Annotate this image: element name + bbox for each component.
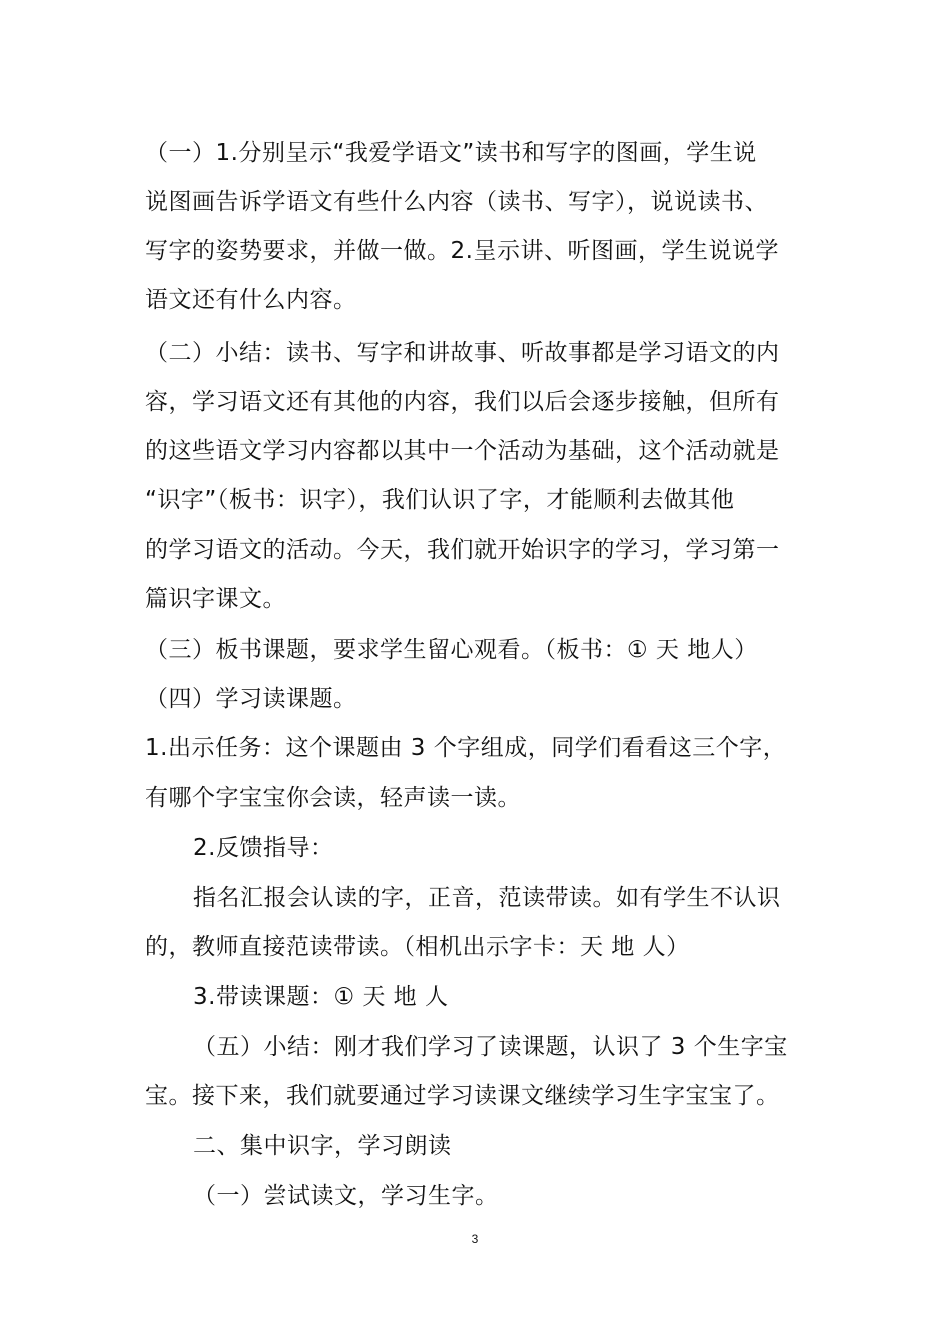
text-line: 指名汇报会认读的字，正音，范读带读。如有学生不认识	[193, 885, 781, 911]
text-line: 3.带读课题：① 天 地 人	[193, 984, 449, 1010]
text-line: （一）1.分别呈示“我爱学语文”读书和写字的图画，学生说	[145, 140, 757, 166]
text-line: 2.反馈指导：	[193, 835, 334, 861]
text-line: 二、集中识字，学习朗读	[193, 1133, 452, 1159]
text-line: （一）尝试读文，学习生字。	[193, 1183, 499, 1209]
text-line: （四）学习读课题。	[145, 686, 357, 712]
text-line: “识字”（板书：识字），我们认识了字，才能顺利去做其他	[145, 487, 735, 513]
text-line: （三）板书课题，要求学生留心观看。（板书：① 天 地人）	[145, 637, 758, 663]
page-number: 3	[471, 1232, 479, 1246]
text-line: （二）小结：读书、写字和讲故事、听故事都是学习语文的内	[145, 340, 780, 366]
text-line: （五）小结：刚才我们学习了读课题，认识了 3 个生字宝	[193, 1034, 788, 1060]
text-line: 1.出示任务：这个课题由 3 个字组成，同学们看看这三个字，	[145, 735, 787, 761]
text-line: 宝。接下来，我们就要通过学习读课文继续学习生字宝宝了。	[145, 1083, 780, 1109]
text-line: 语文还有什么内容。	[145, 287, 357, 313]
text-line: 的，教师直接范读带读。（相机出示字卡：天 地 人）	[145, 934, 690, 960]
text-line: 容，学习语文还有其他的内容，我们以后会逐步接触，但所有	[145, 389, 780, 415]
text-line: 说图画告诉学语文有些什么内容（读书、写字），说说读书、	[145, 189, 768, 215]
text-line: 的这些语文学习内容都以其中一个活动为基础，这个活动就是	[145, 438, 780, 464]
text-line: 写字的姿势要求，并做一做。2.呈示讲、听图画，学生说说学	[145, 238, 779, 264]
text-line: 有哪个字宝宝你会读，轻声读一读。	[145, 785, 521, 811]
text-line: 篇识字课文。	[145, 586, 286, 612]
text-line: 的学习语文的活动。今天，我们就开始识字的学习，学习第一	[145, 537, 780, 563]
